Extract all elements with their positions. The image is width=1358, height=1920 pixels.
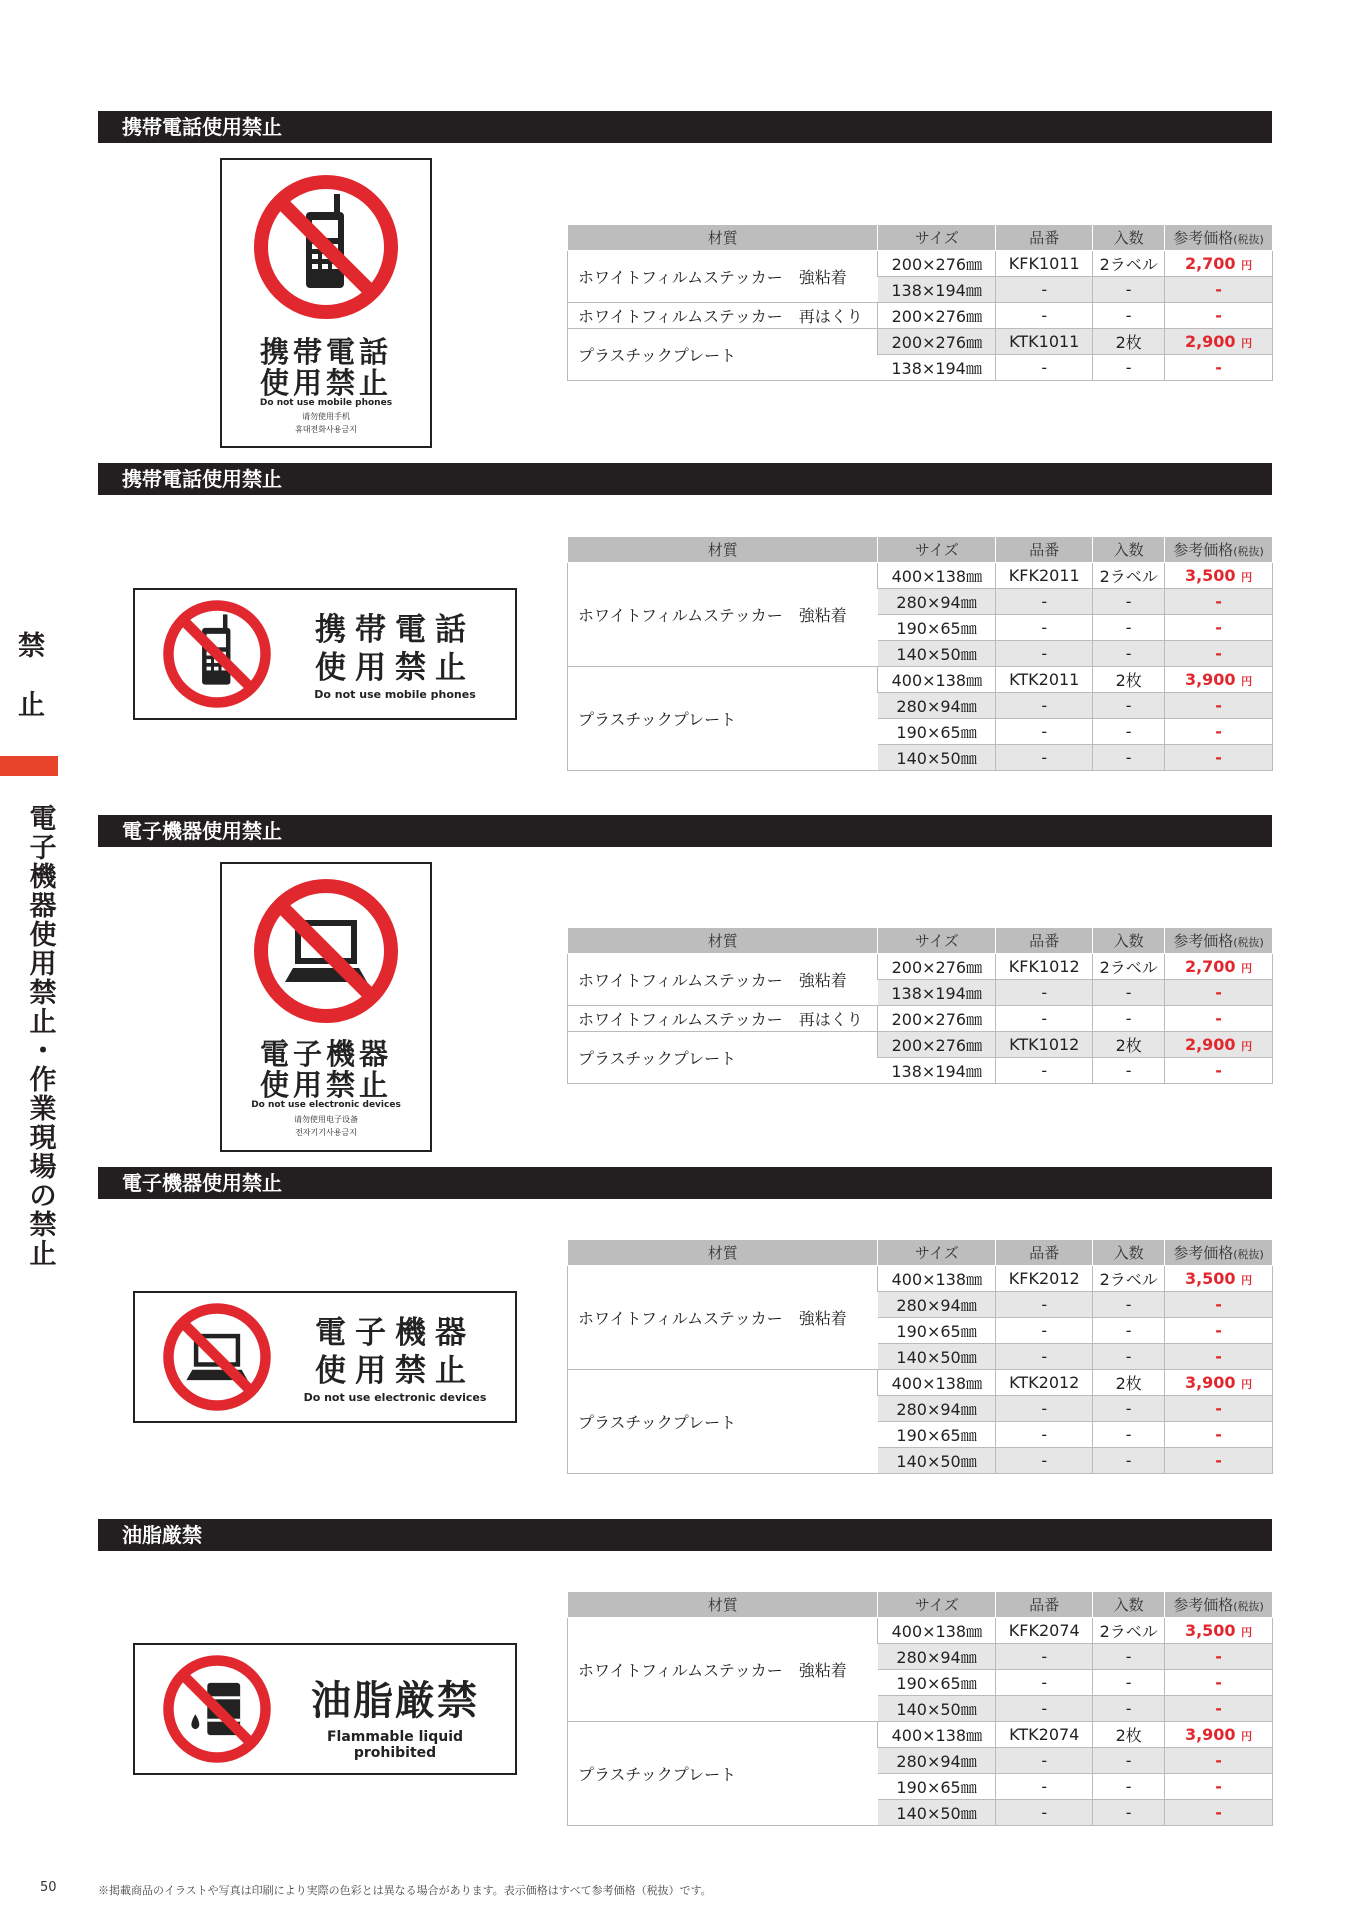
table-cell: - — [996, 303, 1093, 329]
cell-text: 3,500 — [1184, 1269, 1236, 1288]
sign-electronics-vertical — [220, 862, 432, 1152]
col-code: 品番 — [996, 225, 1093, 251]
side-tab-char: 禁 — [18, 631, 75, 662]
col-qty: 入数 — [1093, 537, 1165, 563]
table-row — [568, 563, 1273, 589]
table-cell: KTK2011 — [996, 667, 1093, 693]
footer-note: ※掲載商品のイラストや写真は印刷により実際の色彩とは異なる場合があります。表示価格はすべて参考価格（税抜）です。 — [98, 1884, 712, 1897]
cell-text: 円 — [1241, 1626, 1253, 1639]
price-cell — [1165, 563, 1273, 589]
table-cell: - — [1093, 1344, 1165, 1370]
price-cell: - — [1165, 1344, 1273, 1370]
table-cell: 140×50㎜ — [878, 641, 996, 667]
sign-en: Do not use mobile phones — [314, 688, 476, 701]
table-cell: 280×94㎜ — [878, 589, 996, 615]
side-tab-char: 止 — [29, 1239, 57, 1270]
section-title-electronics-2: 電子機器使用禁止 — [98, 1167, 1272, 1199]
table-row — [568, 1618, 1273, 1644]
table-cell: - — [1093, 641, 1165, 667]
price-cell: - — [1165, 355, 1273, 381]
cell-text: 参考価格 — [1173, 229, 1234, 247]
sign-ko: 휴대전화사용금지 — [295, 425, 357, 434]
cell-text: 参考価格 — [1173, 932, 1234, 950]
table-cell: 2枚 — [1093, 667, 1165, 693]
cell-text: 3,900 — [1184, 1725, 1236, 1744]
section-title-mobile-1: 携帯電話使用禁止 — [98, 111, 1272, 143]
side-tab-char: ・ — [29, 1036, 57, 1067]
col-size: サイズ — [878, 1240, 996, 1266]
material-cell: プラスチックプレート — [568, 329, 878, 381]
table-cell: - — [996, 1318, 1093, 1344]
table-cell: 140×50㎜ — [878, 1344, 996, 1370]
cell-text: 2,900 — [1184, 1035, 1236, 1054]
table-cell: 400×138㎜ — [878, 1370, 996, 1396]
cell-text: 円 — [1241, 962, 1253, 975]
table-row — [568, 303, 1273, 329]
table-row — [568, 1006, 1273, 1032]
table-cell: 2ラベル — [1093, 251, 1165, 277]
side-tab-char: 機 — [29, 862, 57, 893]
table-cell: - — [1093, 745, 1165, 771]
sign-mobile-horizontal — [133, 588, 517, 720]
table-row — [568, 1266, 1273, 1292]
table-cell: - — [1093, 1774, 1165, 1800]
table-cell: 200×276㎜ — [878, 329, 996, 355]
table-cell: - — [1093, 980, 1165, 1006]
table-row — [568, 1370, 1273, 1396]
table-cell: - — [996, 1448, 1093, 1474]
price-cell: - — [1165, 1006, 1273, 1032]
table-cell: - — [996, 1670, 1093, 1696]
table-cell: - — [996, 1748, 1093, 1774]
table-cell: 280×94㎜ — [878, 1292, 996, 1318]
cell-text: (税抜) — [1233, 545, 1264, 558]
sign-electronics-horizontal — [133, 1291, 517, 1423]
price-cell — [1165, 1370, 1273, 1396]
table-cell: 2枚 — [1093, 1722, 1165, 1748]
price-cell: - — [1165, 615, 1273, 641]
side-tab-char: 器 — [29, 891, 57, 922]
table-cell: 400×138㎜ — [878, 1618, 996, 1644]
section-title-oil: 油脂厳禁 — [98, 1519, 1272, 1551]
table-cell: KTK1012 — [996, 1032, 1093, 1058]
table-cell: - — [996, 1644, 1093, 1670]
table-cell: - — [996, 1696, 1093, 1722]
page-number: 50 — [40, 1880, 57, 1895]
table-cell: 140×50㎜ — [878, 745, 996, 771]
spec-table-4 — [567, 1239, 1273, 1474]
col-size: サイズ — [878, 225, 996, 251]
price-cell: - — [1165, 641, 1273, 667]
table-cell: - — [1093, 1318, 1165, 1344]
sign-main-line2: 使用禁止 — [315, 650, 475, 686]
table-cell: - — [1093, 1058, 1165, 1084]
sign-en: Flammable liquid prohibited — [326, 1729, 464, 1761]
section-title-mobile-2: 携帯電話使用禁止 — [98, 463, 1272, 495]
cell-text: 2,900 — [1184, 332, 1236, 351]
table-cell: - — [996, 589, 1093, 615]
table-cell: - — [1093, 277, 1165, 303]
sign-en: Do not use electronic devices — [303, 1391, 487, 1404]
side-tab-char: の — [29, 1181, 57, 1212]
table-cell: - — [996, 641, 1093, 667]
table-cell: 2ラベル — [1093, 1618, 1165, 1644]
side-tab-char: 業 — [29, 1094, 57, 1125]
section-title-electronics-1: 電子機器使用禁止 — [98, 815, 1272, 847]
table-cell: 400×138㎜ — [878, 563, 996, 589]
price-cell: - — [1165, 589, 1273, 615]
col-size: サイズ — [878, 928, 996, 954]
table-cell: 200×276㎜ — [878, 954, 996, 980]
table-cell: - — [996, 277, 1093, 303]
table-cell: - — [996, 615, 1093, 641]
col-price — [1165, 1240, 1273, 1266]
no-oil-icon — [161, 1653, 273, 1765]
table-cell: - — [1093, 1670, 1165, 1696]
table-cell: KFK2074 — [996, 1618, 1093, 1644]
table-cell: - — [1093, 1448, 1165, 1474]
col-price — [1165, 1592, 1273, 1618]
price-cell: - — [1165, 1800, 1273, 1826]
cell-text: 参考価格 — [1173, 1244, 1234, 1262]
cell-text: 円 — [1241, 571, 1253, 584]
price-cell: - — [1165, 1748, 1273, 1774]
table-cell: 280×94㎜ — [878, 693, 996, 719]
table-cell: 400×138㎜ — [878, 667, 996, 693]
price-cell — [1165, 1266, 1273, 1292]
col-material: 材質 — [568, 537, 878, 563]
price-cell: - — [1165, 980, 1273, 1006]
cell-text: 3,900 — [1184, 670, 1236, 689]
table-cell: - — [1093, 615, 1165, 641]
material-cell: ホワイトフィルムステッカー 強粘着 — [568, 563, 878, 667]
spec-table-3 — [567, 927, 1273, 1084]
table-cell: 2枚 — [1093, 1032, 1165, 1058]
sign-zh: 请勿使用电子设备 — [294, 1115, 358, 1124]
sign-main-line1: 携帯電話 — [315, 612, 475, 648]
spec-table-2 — [567, 536, 1273, 771]
spec-table-1 — [567, 224, 1273, 381]
table-cell: 140×50㎜ — [878, 1448, 996, 1474]
table-cell: 200×276㎜ — [878, 1006, 996, 1032]
table-cell: 190×65㎜ — [878, 1422, 996, 1448]
col-size: サイズ — [878, 537, 996, 563]
col-material: 材質 — [568, 928, 878, 954]
cell-text: 2,700 — [1184, 957, 1236, 976]
table-cell: 280×94㎜ — [878, 1748, 996, 1774]
side-tab-marker — [0, 756, 58, 776]
side-tab-char: 使 — [29, 920, 57, 951]
col-price — [1165, 537, 1273, 563]
cell-text: (税抜) — [1233, 233, 1264, 246]
price-cell — [1165, 1722, 1273, 1748]
price-cell: - — [1165, 693, 1273, 719]
table-cell: 2ラベル — [1093, 954, 1165, 980]
price-cell — [1165, 1032, 1273, 1058]
cell-text: (税抜) — [1233, 936, 1264, 949]
price-cell: - — [1165, 1422, 1273, 1448]
table-cell: - — [1093, 719, 1165, 745]
col-code: 品番 — [996, 928, 1093, 954]
material-cell: ホワイトフィルムステッカー 強粘着 — [568, 1266, 878, 1370]
price-cell: - — [1165, 1058, 1273, 1084]
table-cell: 138×194㎜ — [878, 355, 996, 381]
cell-text: 参考価格 — [1173, 1596, 1234, 1614]
table-cell: KFK1011 — [996, 251, 1093, 277]
table-cell: KTK2074 — [996, 1722, 1093, 1748]
table-cell: - — [996, 1800, 1093, 1826]
table-cell: - — [996, 980, 1093, 1006]
table-cell: - — [996, 719, 1093, 745]
col-material: 材質 — [568, 1592, 878, 1618]
table-cell: - — [996, 693, 1093, 719]
table-cell: - — [996, 1344, 1093, 1370]
table-cell: - — [1093, 1748, 1165, 1774]
table-cell: - — [1093, 355, 1165, 381]
col-code: 品番 — [996, 537, 1093, 563]
no-mobile-icon — [251, 172, 401, 322]
table-cell: - — [996, 1422, 1093, 1448]
table-cell: 190×65㎜ — [878, 1670, 996, 1696]
col-price — [1165, 928, 1273, 954]
cell-text: 3,900 — [1184, 1373, 1236, 1392]
cell-text: 2,700 — [1184, 254, 1236, 273]
cell-text: 参考価格 — [1173, 541, 1234, 559]
table-cell: - — [1093, 1800, 1165, 1826]
price-cell — [1165, 1618, 1273, 1644]
table-cell: 200×276㎜ — [878, 251, 996, 277]
table-cell: - — [1093, 303, 1165, 329]
table-cell: 2ラベル — [1093, 563, 1165, 589]
no-mobile-icon — [161, 598, 273, 710]
side-tab-bottom — [18, 805, 68, 1269]
table-cell: 190×65㎜ — [878, 719, 996, 745]
table-cell: - — [1093, 1696, 1165, 1722]
material-cell: プラスチックプレート — [568, 1722, 878, 1826]
table-cell: - — [996, 1058, 1093, 1084]
cell-text: 円 — [1241, 1378, 1253, 1391]
price-cell: - — [1165, 1318, 1273, 1344]
no-laptop-icon — [161, 1301, 273, 1413]
col-code: 品番 — [996, 1240, 1093, 1266]
sign-main-line1: 油脂厳禁 — [311, 1678, 479, 1724]
table-cell: KTK2012 — [996, 1370, 1093, 1396]
material-cell: ホワイトフィルムステッカー 再はくり — [568, 303, 878, 329]
table-cell: - — [996, 1396, 1093, 1422]
price-cell: - — [1165, 1774, 1273, 1800]
sign-oil-horizontal — [133, 1643, 517, 1775]
price-cell — [1165, 329, 1273, 355]
table-cell: 138×194㎜ — [878, 1058, 996, 1084]
side-tab-char: 場 — [29, 1152, 57, 1183]
col-price — [1165, 225, 1273, 251]
side-tab-char: 止 — [18, 690, 75, 721]
cell-text: 円 — [1241, 1274, 1253, 1287]
side-tab-top — [18, 631, 75, 750]
table-cell: - — [1093, 1006, 1165, 1032]
side-tab-char: 用 — [29, 949, 57, 980]
table-cell: 400×138㎜ — [878, 1722, 996, 1748]
table-cell: 200×276㎜ — [878, 303, 996, 329]
price-cell: - — [1165, 1696, 1273, 1722]
col-qty: 入数 — [1093, 1240, 1165, 1266]
col-material: 材質 — [568, 1240, 878, 1266]
cell-text: 円 — [1241, 1730, 1253, 1743]
no-laptop-icon — [251, 876, 401, 1026]
price-cell: - — [1165, 277, 1273, 303]
price-cell: - — [1165, 1292, 1273, 1318]
col-qty: 入数 — [1093, 225, 1165, 251]
col-material: 材質 — [568, 225, 878, 251]
table-cell: 140×50㎜ — [878, 1800, 996, 1826]
col-qty: 入数 — [1093, 1592, 1165, 1618]
table-cell: KFK2012 — [996, 1266, 1093, 1292]
col-code: 品番 — [996, 1592, 1093, 1618]
side-tab-char: 止 — [29, 1007, 57, 1038]
table-cell: - — [1093, 1644, 1165, 1670]
cell-text: (税抜) — [1233, 1600, 1264, 1613]
cell-text: (税抜) — [1233, 1248, 1264, 1261]
table-row — [568, 1722, 1273, 1748]
table-cell: 190×65㎜ — [878, 1318, 996, 1344]
price-cell — [1165, 954, 1273, 980]
table-cell: KFK2011 — [996, 563, 1093, 589]
sign-main-line2: 使用禁止 — [259, 1068, 392, 1102]
side-tab-char: 禁 — [29, 1210, 57, 1241]
col-qty: 入数 — [1093, 928, 1165, 954]
sign-main-line1: 電子機器 — [315, 1315, 475, 1351]
table-row — [568, 1032, 1273, 1058]
table-cell: - — [1093, 693, 1165, 719]
price-cell: - — [1165, 1670, 1273, 1696]
cell-text: 円 — [1241, 259, 1253, 272]
table-cell: 2枚 — [1093, 1370, 1165, 1396]
side-tab-char: 現 — [29, 1123, 57, 1154]
cell-text: 3,500 — [1184, 566, 1236, 585]
table-cell: 280×94㎜ — [878, 1396, 996, 1422]
table-cell: 190×65㎜ — [878, 1774, 996, 1800]
material-cell: ホワイトフィルムステッカー 強粘着 — [568, 954, 878, 1006]
table-cell: 138×194㎜ — [878, 980, 996, 1006]
table-cell: - — [996, 1006, 1093, 1032]
material-cell: ホワイトフィルムステッカー 強粘着 — [568, 1618, 878, 1722]
cell-text: 3,500 — [1184, 1621, 1236, 1640]
table-cell: 200×276㎜ — [878, 1032, 996, 1058]
sign-main-line1: 電子機器 — [259, 1037, 392, 1071]
cell-text: 円 — [1241, 337, 1253, 350]
cell-text: 円 — [1241, 675, 1253, 688]
price-cell: - — [1165, 1644, 1273, 1670]
table-cell: - — [1093, 1292, 1165, 1318]
table-cell: - — [996, 1292, 1093, 1318]
side-tab-char: 電 — [29, 804, 57, 835]
table-cell: 2ラベル — [1093, 1266, 1165, 1292]
table-cell: 190×65㎜ — [878, 615, 996, 641]
table-cell: KTK1011 — [996, 329, 1093, 355]
table-cell: - — [1093, 1422, 1165, 1448]
price-cell: - — [1165, 745, 1273, 771]
table-cell: KFK1012 — [996, 954, 1093, 980]
material-cell: プラスチックプレート — [568, 1370, 878, 1474]
side-tab-char: 子 — [29, 833, 57, 864]
spec-table-5 — [567, 1591, 1273, 1826]
price-cell: - — [1165, 303, 1273, 329]
table-cell: 2枚 — [1093, 329, 1165, 355]
table-cell: 140×50㎜ — [878, 1696, 996, 1722]
price-cell: - — [1165, 1396, 1273, 1422]
col-size: サイズ — [878, 1592, 996, 1618]
sign-ko: 전자기기사용금지 — [295, 1128, 357, 1137]
sign-mobile-vertical — [220, 158, 432, 448]
material-cell: ホワイトフィルムステッカー 再はくり — [568, 1006, 878, 1032]
price-cell — [1165, 667, 1273, 693]
side-tab-char: 禁 — [29, 978, 57, 1009]
sign-zh: 请勿使用手机 — [302, 412, 350, 421]
sign-main-line2: 使用禁止 — [315, 1353, 475, 1389]
sign-main-line2: 使用禁止 — [259, 366, 392, 400]
table-cell: 280×94㎜ — [878, 1644, 996, 1670]
price-cell: - — [1165, 719, 1273, 745]
table-cell: 400×138㎜ — [878, 1266, 996, 1292]
cell-text: 円 — [1241, 1040, 1253, 1053]
table-cell: - — [996, 355, 1093, 381]
material-cell: プラスチックプレート — [568, 667, 878, 771]
material-cell: ホワイトフィルムステッカー 強粘着 — [568, 251, 878, 303]
sign-en: Do not use electronic devices — [251, 1100, 401, 1110]
price-cell: - — [1165, 1448, 1273, 1474]
table-cell: - — [1093, 1396, 1165, 1422]
table-cell: - — [1093, 589, 1165, 615]
table-row — [568, 329, 1273, 355]
material-cell: プラスチックプレート — [568, 1032, 878, 1084]
sign-main-line1: 携帯電話 — [259, 335, 392, 369]
table-row — [568, 667, 1273, 693]
table-cell: 138×194㎜ — [878, 277, 996, 303]
table-cell: - — [996, 1774, 1093, 1800]
table-cell: - — [996, 745, 1093, 771]
side-tab-char: 作 — [29, 1065, 57, 1096]
sign-en: Do not use mobile phones — [259, 398, 393, 408]
table-row — [568, 954, 1273, 980]
price-cell — [1165, 251, 1273, 277]
table-row — [568, 251, 1273, 277]
